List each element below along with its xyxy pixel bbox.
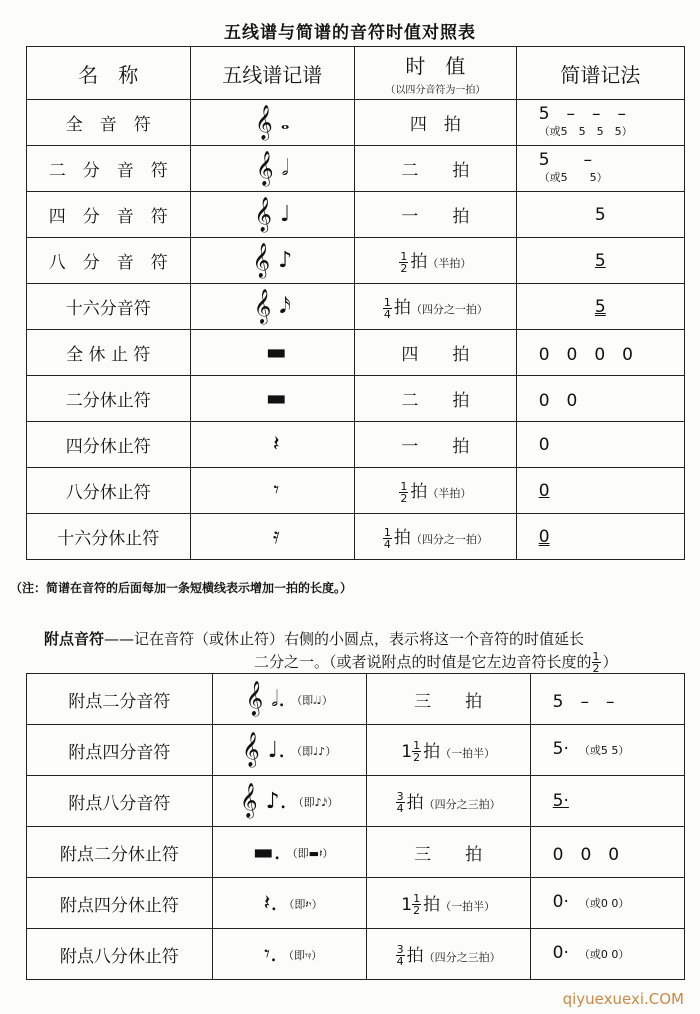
staff-equivalent: （即𝄽𝄾） xyxy=(283,898,323,911)
staff-equivalent: （即𝄾𝄿） xyxy=(282,949,323,962)
duration-label: 拍 xyxy=(410,482,428,503)
row-name: 十六分休止符 xyxy=(27,514,191,560)
duration-fraction: $\frac{1}{2}$ xyxy=(400,249,408,275)
duration-label: 二 拍 xyxy=(401,161,470,181)
staff-note-icon: ▬ xyxy=(265,340,287,365)
duration-note: （半拍） xyxy=(427,257,472,271)
duration-label: 三 拍 xyxy=(414,691,483,712)
dotted-note-text-1: ——记在音符（或休止符）右侧的小圆点，表示将这一个音符的时值延长 xyxy=(104,630,585,648)
row-duration xyxy=(355,376,517,422)
staff-note-icon: 𝅗𝅥. xyxy=(271,686,286,712)
row-staff xyxy=(212,878,366,929)
dotted-note-text-2: 二分之一。（或者说附点的时值是它左边音符长度的 xyxy=(254,653,592,671)
header-staff: 五线谱记谱 xyxy=(190,47,355,100)
table-row xyxy=(27,878,685,929)
duration-note: （一拍半） xyxy=(440,899,496,913)
row-staff xyxy=(190,422,355,468)
staff-note-icon: ♩ xyxy=(279,202,291,227)
row-name: 附点四分休止符 xyxy=(27,878,213,929)
duration-label: 拍 xyxy=(423,741,441,762)
row-duration xyxy=(355,192,517,238)
row-staff xyxy=(212,929,366,980)
row-duration xyxy=(366,674,530,725)
row-jianpu xyxy=(530,929,684,980)
row-duration xyxy=(355,330,517,376)
row-staff xyxy=(190,146,355,192)
row-name: 八分休止符 xyxy=(27,468,191,514)
row-duration xyxy=(355,284,517,330)
row-staff xyxy=(190,468,355,514)
row-jianpu xyxy=(516,422,684,468)
row-staff xyxy=(190,192,355,238)
table-row xyxy=(27,725,685,776)
row-staff xyxy=(190,284,355,330)
dotted-note-text-line2 xyxy=(254,651,618,674)
staff-note-icon: 𝄽. xyxy=(263,890,278,916)
row-jianpu xyxy=(516,100,684,146)
staff-note-icon: 𝄿 xyxy=(272,524,280,549)
page-title: 五线谱与简谱的音符时值对照表 xyxy=(224,23,476,43)
header-duration xyxy=(355,47,517,100)
row-jianpu xyxy=(530,674,684,725)
duration-whole: 1 xyxy=(401,741,413,762)
row-jianpu xyxy=(516,146,684,192)
table-row xyxy=(27,514,685,560)
jianpu-notation: 5 – xyxy=(538,149,593,170)
duration-fraction: $\frac{3}{4}$ xyxy=(396,943,404,969)
watermark: qiyuexuexi.COM xyxy=(562,990,684,1008)
staff-note-icon: 𝅗𝅥 xyxy=(281,156,289,181)
row-jianpu xyxy=(530,827,684,878)
dotted-note-definition xyxy=(44,628,584,649)
row-staff xyxy=(212,725,366,776)
row-jianpu xyxy=(516,376,684,422)
jianpu-notation: 0 0 0 0 xyxy=(538,345,633,365)
table-row xyxy=(27,100,685,146)
staff-note-icon: ♩. xyxy=(267,737,286,763)
duration-fraction: $\frac{1}{2}$ xyxy=(413,739,421,765)
note-value-table xyxy=(26,46,685,560)
treble-clef-icon: 𝄞 xyxy=(255,150,274,186)
duration-label: 拍 xyxy=(393,298,411,319)
staff-equivalent: （即♪𝅘𝅥𝅯） xyxy=(292,796,339,809)
duration-fraction: $\frac{1}{2}$ xyxy=(400,479,408,505)
staff-note-icon: 𝅝 xyxy=(280,110,290,135)
treble-clef-icon: 𝄞 xyxy=(252,242,271,278)
staff-note-icon: 𝄾. xyxy=(264,941,277,967)
row-staff xyxy=(190,100,355,146)
dotted-note-fraction: $\frac{1}{2}$ xyxy=(592,650,600,675)
row-duration xyxy=(355,238,517,284)
duration-label: 三 拍 xyxy=(414,844,483,865)
staff-note-icon: ♪ xyxy=(278,248,293,273)
treble-clef-icon: 𝄞 xyxy=(242,732,260,767)
row-name: 附点八分音符 xyxy=(27,776,213,827)
row-jianpu xyxy=(516,330,684,376)
row-duration xyxy=(366,878,530,929)
treble-clef-icon: 𝄞 xyxy=(255,104,273,140)
row-staff xyxy=(190,514,355,560)
jianpu-notation: 5 xyxy=(594,250,606,271)
treble-clef-icon: 𝄞 xyxy=(253,288,272,324)
dotted-note-table xyxy=(26,673,685,980)
row-name: 附点四分音符 xyxy=(27,725,213,776)
jianpu-notation: 5· xyxy=(552,791,569,811)
row-jianpu xyxy=(516,192,684,238)
row-duration xyxy=(366,827,530,878)
duration-label: 二 拍 xyxy=(401,391,470,411)
table-row xyxy=(27,192,685,238)
treble-clef-icon: 𝄞 xyxy=(254,196,272,232)
row-staff xyxy=(190,238,355,284)
table-row xyxy=(27,330,685,376)
jianpu-notation: 0· xyxy=(552,943,569,963)
jianpu-alternative: （或5 5 5 5） xyxy=(538,124,633,138)
duration-label: 拍 xyxy=(423,894,441,915)
jianpu-notation: 5 xyxy=(594,296,606,317)
table-row xyxy=(27,468,685,514)
jianpu-notation: 0 0 xyxy=(538,391,578,411)
duration-fraction: $\frac{1}{4}$ xyxy=(383,525,391,551)
row-duration xyxy=(366,929,530,980)
jianpu-notation: 5 xyxy=(594,204,606,225)
row-duration xyxy=(366,776,530,827)
jianpu-notation: 0 xyxy=(538,480,550,501)
duration-label: 拍 xyxy=(393,528,411,549)
row-duration xyxy=(355,514,517,560)
table-row xyxy=(27,284,685,330)
staff-note-icon: 𝅘𝅥𝅯 xyxy=(279,294,291,319)
row-name: 四 分 音 符 xyxy=(27,192,191,238)
dotted-note-label: 附点音符 xyxy=(44,630,105,648)
duration-note: （半拍） xyxy=(427,487,472,501)
duration-fraction: $\frac{1}{4}$ xyxy=(383,295,391,321)
header-name: 名 称 xyxy=(27,47,191,100)
row-name: 四分休止符 xyxy=(27,422,191,468)
table-row xyxy=(27,776,685,827)
row-name: 二 分 音 符 xyxy=(27,146,191,192)
jianpu-notation: 0 xyxy=(538,434,550,455)
row-staff xyxy=(212,674,366,725)
table-row xyxy=(27,146,685,192)
duration-note: （一拍半） xyxy=(440,746,496,760)
row-name: 附点二分休止符 xyxy=(27,827,213,878)
staff-note-icon: 𝄾 xyxy=(273,478,280,503)
staff-equivalent: （即♩♪） xyxy=(291,745,337,758)
row-name: 全 音 符 xyxy=(27,100,191,146)
duration-label: 拍 xyxy=(410,252,428,273)
row-name: 全 休 止 符 xyxy=(27,330,191,376)
duration-label: 一 拍 xyxy=(401,437,470,457)
staff-note-icon: ▬ xyxy=(265,386,287,411)
row-staff xyxy=(190,376,355,422)
row-staff xyxy=(190,330,355,376)
row-jianpu xyxy=(516,468,684,514)
row-jianpu xyxy=(530,878,684,929)
jianpu-notation: 5· xyxy=(552,739,569,759)
row-jianpu xyxy=(530,776,684,827)
table-row xyxy=(27,929,685,980)
jianpu-notation: 0· xyxy=(552,892,569,912)
duration-fraction: $\frac{1}{2}$ xyxy=(413,892,421,918)
jianpu-alternative: （或5 5） xyxy=(538,170,608,184)
row-jianpu xyxy=(516,284,684,330)
header-jianpu: 简谱记法 xyxy=(516,47,684,100)
row-duration xyxy=(355,100,517,146)
row-jianpu xyxy=(516,514,684,560)
row-staff xyxy=(212,776,366,827)
duration-note: （四分之三拍） xyxy=(423,797,501,811)
duration-label: 一 拍 xyxy=(401,207,470,227)
staff-equivalent: （即𝅗𝅥♩） xyxy=(291,694,333,707)
row-name: 附点二分音符 xyxy=(27,674,213,725)
row-duration xyxy=(366,725,530,776)
row-jianpu xyxy=(516,238,684,284)
staff-note-icon: ▬. xyxy=(252,839,281,865)
jianpu-alternative: （或0 0） xyxy=(578,948,630,961)
duration-label: 拍 xyxy=(406,945,424,966)
duration-label: 四 拍 xyxy=(401,345,470,365)
table-row xyxy=(27,674,685,725)
duration-label: 拍 xyxy=(406,792,424,813)
row-duration xyxy=(355,468,517,514)
duration-whole: 1 xyxy=(401,894,413,915)
jianpu-notation: 5 – – xyxy=(552,691,615,712)
table-row xyxy=(27,238,685,284)
staff-note-icon: 𝄽 xyxy=(272,432,280,457)
jianpu-alternative: （或5 5） xyxy=(578,744,630,757)
header-duration-sub: （以四分音符为一拍） xyxy=(385,85,486,96)
jianpu-alternative: （或0 0） xyxy=(578,897,630,910)
table-row xyxy=(27,827,685,878)
duration-label: 四 拍 xyxy=(409,115,461,135)
header-duration-label: 时 值 xyxy=(405,54,466,78)
duration-note: （四分之一拍） xyxy=(410,303,488,317)
footnote: （注：简谱在音符的后面每加一条短横线表示增加一拍的长度。） xyxy=(10,581,353,595)
jianpu-notation: 5 – – – xyxy=(538,103,627,124)
jianpu-notation: 0 xyxy=(538,526,550,547)
jianpu-notation: 0 0 0 xyxy=(552,844,620,865)
treble-clef-icon: 𝄞 xyxy=(245,681,264,716)
row-name: 十六分音符 xyxy=(27,284,191,330)
row-name: 附点八分休止符 xyxy=(27,929,213,980)
row-name: 八 分 音 符 xyxy=(27,238,191,284)
row-name: 二分休止符 xyxy=(27,376,191,422)
staff-equivalent: （即▬𝄽） xyxy=(286,847,334,860)
table-row xyxy=(27,376,685,422)
table-header-row xyxy=(27,47,685,100)
duration-note: （四分之三拍） xyxy=(423,950,501,964)
duration-fraction: $\frac{3}{4}$ xyxy=(396,790,404,816)
duration-note: （四分之一拍） xyxy=(410,533,488,547)
row-staff xyxy=(212,827,366,878)
row-jianpu xyxy=(530,725,684,776)
row-duration xyxy=(355,422,517,468)
table-row xyxy=(27,422,685,468)
staff-note-icon: ♪. xyxy=(265,788,287,814)
dotted-note-close: ） xyxy=(602,653,618,671)
row-duration xyxy=(355,146,517,192)
treble-clef-icon: 𝄞 xyxy=(239,783,258,818)
